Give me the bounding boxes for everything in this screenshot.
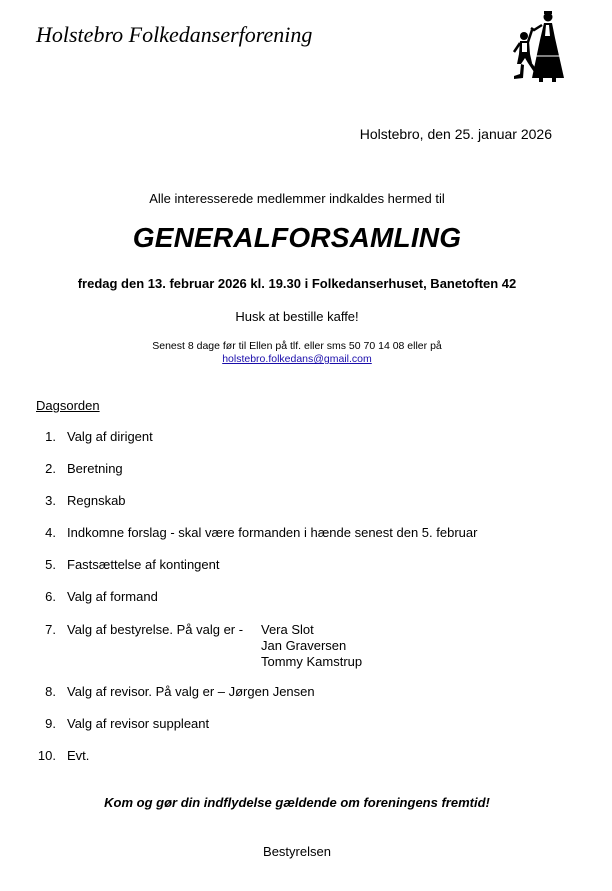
agenda-item-text: Fastsættelse af kontingent — [67, 557, 220, 572]
agenda-item-text: Valg af bestyrelse. På valg er - — [67, 622, 244, 637]
agenda-item-number: 1. — [45, 429, 56, 444]
candidate-name: Jan Graversen — [261, 638, 347, 653]
agenda-item-number: 6. — [45, 589, 56, 604]
agenda-item-text: Regnskab — [67, 493, 126, 508]
agenda-item-number: 5. — [45, 557, 56, 572]
date-line: Holstebro, den 25. januar 2026 — [359, 126, 552, 142]
closing-statement: Kom og gør din indflydelse gældende om foreningens fremtid! — [104, 795, 490, 810]
agenda-item-number: 2. — [45, 461, 56, 476]
event-datetime: fredag den 13. februar 2026 kl. 19.30 i Folkedanserhuset, Banetoften 42 — [77, 276, 517, 291]
agenda-title: Dagsorden — [36, 398, 100, 413]
agenda-item-text: Beretning — [67, 461, 123, 476]
agenda-item-text: Valg af formand — [67, 589, 158, 604]
agenda-item-number: 4. — [45, 525, 56, 540]
signature: Bestyrelsen — [263, 844, 331, 859]
agenda-item-number: 9. — [45, 716, 56, 731]
candidate-name: Tommy Kamstrup — [261, 654, 363, 669]
agenda-item-text: Indkomne forslag - skal være formanden i hænde senest den 5. februar — [67, 525, 478, 540]
signup-info — [0, 340, 594, 366]
folk-dancers-silhouette-icon — [506, 8, 568, 84]
agenda-item-text: Valg af revisor. På valg er – Jørgen Jensen — [67, 684, 315, 699]
email-link[interactable]: holstebro.folkedans@gmail.com — [222, 353, 372, 365]
agenda-item-text: Valg af dirigent — [67, 429, 153, 444]
page-title: GENERALFORSAMLING — [132, 222, 462, 253]
candidate-name: Vera Slot — [261, 622, 314, 637]
coffee-reminder: Husk at bestille kaffe! — [235, 309, 359, 324]
agenda-item-text: Evt. — [67, 748, 90, 763]
candidate-list — [261, 622, 362, 670]
agenda-item-number: 7. — [45, 622, 56, 637]
agenda-item-text: Valg af revisor suppleant — [67, 716, 210, 731]
agenda-item-number: 10. — [37, 748, 56, 763]
agenda-item-number: 8. — [45, 684, 56, 699]
signup-text: Senest 8 dage før til Ellen på tlf. eller sms 50 70 14 08 eller på — [152, 340, 442, 352]
intro-text: Alle interesserede medlemmer indkaldes hermed til — [149, 191, 445, 206]
agenda-item-number: 3. — [45, 493, 56, 508]
club-name: Holstebro Folkedanserforening — [36, 22, 313, 47]
